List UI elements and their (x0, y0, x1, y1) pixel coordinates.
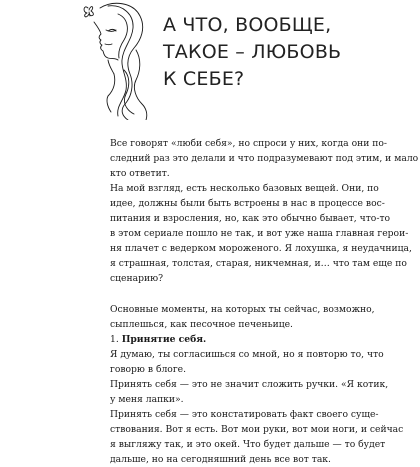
paragraph-5 (94, 377, 389, 407)
text-line: говорю в блоге. (110, 364, 187, 375)
text-line: я страшная, толстая, старая, никчемная, и… что там еще по (110, 258, 407, 269)
list-item-title: Принятие себя. (121, 334, 207, 345)
text-line: Принять себя — это констатировать факт своего суще- (110, 409, 379, 420)
text-line: в этом сериале пошло не так, и вот уже наша главная герои- (110, 228, 409, 239)
list-item-number: 1. (110, 334, 119, 345)
text-line: дальше, но на сегодняшний день все вот так. (110, 454, 331, 465)
text-line: сценарию? (110, 273, 164, 284)
paragraph-gap (94, 286, 340, 302)
body-text (94, 136, 419, 467)
paragraph-2 (94, 181, 412, 286)
chapter-title-line-3: К СЕБЕ? (163, 68, 245, 90)
text-line: Все говорят «люби себя», но спроси у них, когда они по- (110, 138, 388, 149)
line-art-woman-face-with-butterfly-icon (78, 0, 156, 120)
text-line: следний раз это делали и что подразумевают под этим, и мало (110, 153, 419, 164)
chapter-title-line-1: А ЧТО, ВООБЩЕ, (163, 14, 332, 36)
text-line: питания и взросления, но, как это обычно бывает, что-то (110, 213, 391, 224)
list-item-heading (94, 332, 340, 347)
text-line: ня плачет с ведерком мороженого. Я лохушка, я неудачница, (110, 243, 412, 254)
text-line: кто ответит. (110, 168, 170, 179)
text-line: я выгляжу так, и это окей. Что будет дальше — то будет (110, 439, 386, 450)
text-line: Основные моменты, на которых ты сейчас, возможно, (110, 304, 375, 315)
text-line: Принять себя — это не значит сложить ручки. «Я котик, (110, 379, 389, 390)
chapter-title-line-2: ТАКОЕ – ЛЮБОВЬ (163, 41, 342, 63)
text-line: сыплешься, как песочное печеньице. (110, 319, 293, 330)
chapter-title (163, 12, 393, 93)
paragraph-3 (94, 302, 375, 332)
text-line: На мой взгляд, есть несколько базовых вещей. Они, по (110, 183, 379, 194)
text-line: ствования. Вот я есть. Вот мои руки, вот мои ноги, и сейчас (110, 424, 404, 435)
paragraph-6 (94, 407, 404, 467)
text-line: у меня лапки». (110, 394, 184, 405)
text-line: Я думаю, ты согласишься со мной, но я повторю то, что (110, 349, 384, 360)
paragraph-4 (94, 347, 384, 377)
text-line: идее, должны были быть встроены в нас в процессе вос- (110, 198, 385, 209)
paragraph-1 (94, 136, 419, 181)
